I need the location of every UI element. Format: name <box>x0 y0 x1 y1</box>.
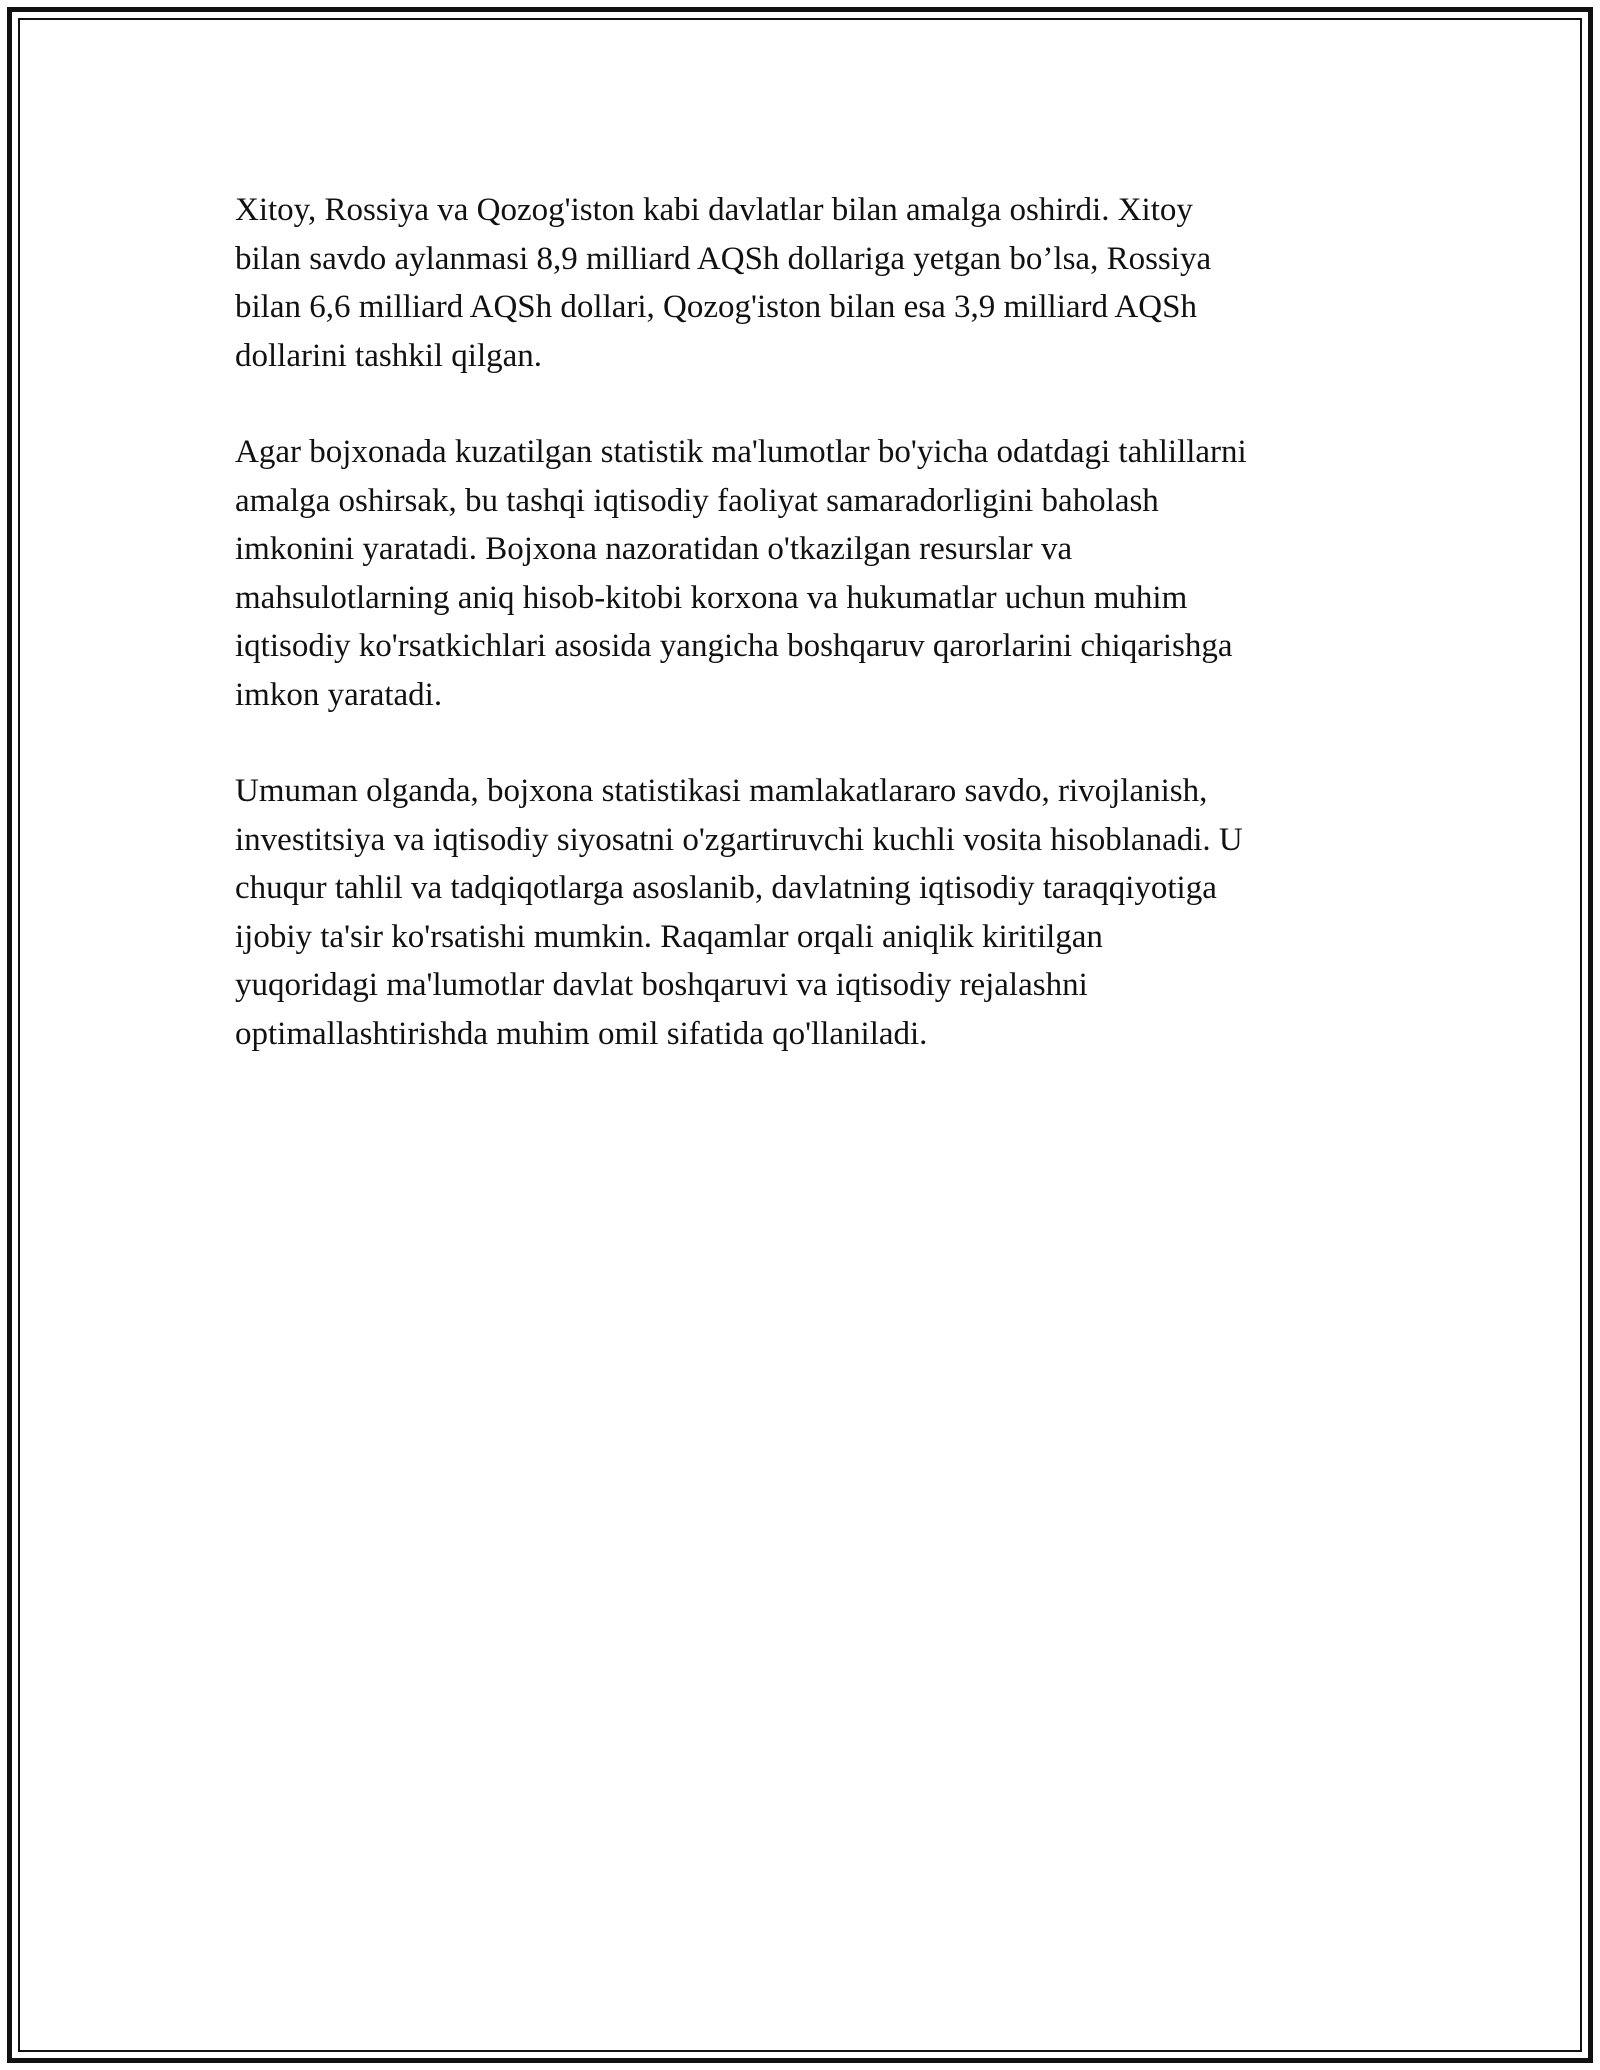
paragraph-customs-analysis: Agar bojxonada kuzatilgan statistik ma'lumotlar bo'yicha odatdagi tahlillarni amalga oshirsak, bu tashqi iqtisodiy faoliyat samaradorligini baholash imkonini yaratadi. Bojxona nazoratidan o'tkazilgan resurslar va mahsulotlarning aniq hisob-kitobi korxona va hukumatlar uchun muhim iqtisodiy ko'rsatkichlari asosida yangicha boshqaruv qarorlarini chiqarishga imkon yaratadi. <box>235 434 1247 713</box>
paragraph-trade-partners: Xitoy, Rossiya va Qozog'iston kabi davlatlar bilan amalga oshirdi. Xitoy bilan savdo aylanmasi 8,9 milliard AQSh dollariga yetgan bo’lsa, Rossiya bilan 6,6 milliard AQSh dollari, Qozog'iston bilan esa 3,9 milliard AQSh dollarini tashkil qilgan. <box>235 192 1212 374</box>
paragraph-conclusion: Umuman olganda, bojxona statistikasi mamlakatlararo savdo, rivojlanish, investitsiya va iqtisodiy siyosatni o'zgartiruvchi kuchli vosita hisoblanadi. U chuqur tahlil va tadqiqotlarga asoslanib, davlatning iqtisodiy taraqqiyotiga ijobiy ta'sir ko'rsatishi mumkin. Raqamlar orqali aniqlik kiritilgan yuqoridagi ma'lumotlar davlat boshqaruvi va iqtisodiy rejalashni optimallashtirishda muhim omil sifatida qo'llaniladi. <box>235 773 1243 1052</box>
document-body <box>235 186 1375 1106</box>
